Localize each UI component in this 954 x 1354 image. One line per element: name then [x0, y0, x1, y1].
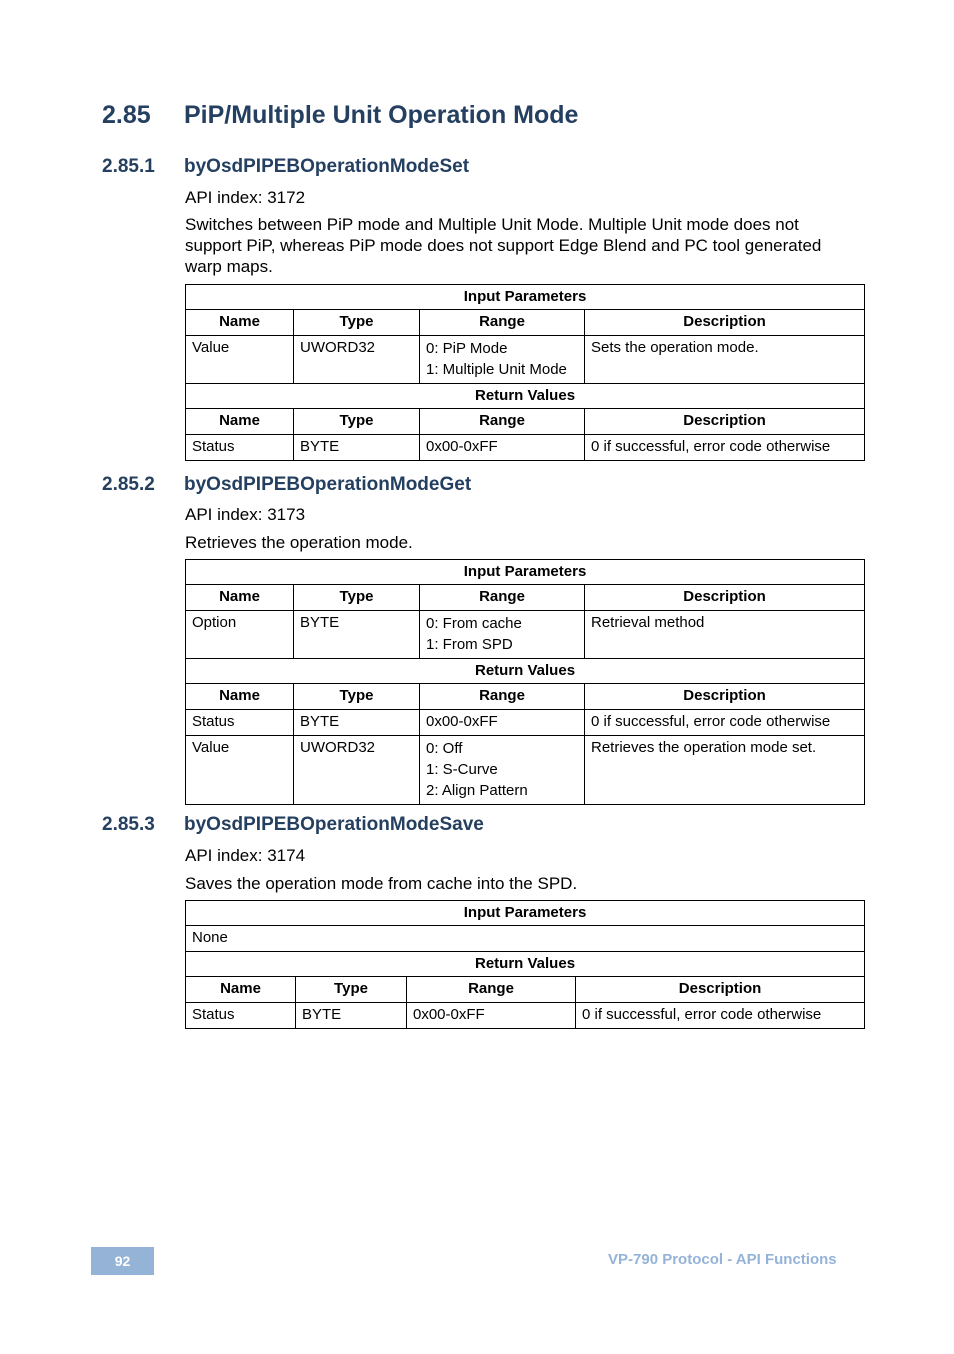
column-header-description: Description	[585, 684, 865, 710]
range-line: 0: From cache	[426, 615, 522, 632]
subsection-title: byOsdPIPEBOperationModeSet	[184, 156, 470, 177]
param-type: UWORD32	[294, 336, 420, 384]
param-name: Option	[186, 611, 294, 659]
page-number: 92	[91, 1247, 154, 1275]
subsection-title: byOsdPIPEBOperationModeSave	[184, 814, 484, 835]
return-type: BYTE	[296, 1003, 407, 1029]
return-type: BYTE	[294, 710, 420, 736]
table-row	[186, 926, 865, 952]
column-header-range: Range	[420, 684, 585, 710]
column-header-description: Description	[585, 409, 865, 435]
input-none: None	[186, 926, 865, 952]
range-line: 1: From SPD	[426, 636, 513, 653]
return-description: 0 if successful, error code otherwise	[576, 1003, 865, 1029]
table-row	[186, 435, 865, 461]
api-index: API index: 3172	[185, 188, 306, 207]
input-parameters-header: Input Parameters	[186, 560, 865, 585]
column-header-name: Name	[186, 409, 294, 435]
subsection-title: byOsdPIPEBOperationModeGet	[184, 474, 472, 495]
return-description: 0 if successful, error code otherwise	[585, 435, 865, 461]
column-header-range: Range	[420, 409, 585, 435]
function-description: Switches between PiP mode and Multiple Unit Mode. Multiple Unit mode does not support PiP, whereas PiP mode does not support Edge Blend and PC tool generated warp maps.	[185, 215, 822, 276]
return-name: Status	[186, 1003, 296, 1029]
column-header-name: Name	[186, 310, 294, 336]
param-range	[420, 611, 585, 659]
api-table-save	[185, 900, 865, 1029]
param-type: BYTE	[294, 611, 420, 659]
column-header-range: Range	[407, 977, 576, 1003]
return-range: 0x00-0xFF	[420, 710, 585, 736]
table-row	[186, 1003, 865, 1029]
input-parameters-header: Input Parameters	[186, 901, 865, 926]
footer-doc-title: VP-790 Protocol - API Functions	[608, 1251, 837, 1268]
function-description: Saves the operation mode from cache into the SPD.	[185, 874, 578, 893]
return-values-header: Return Values	[186, 384, 865, 409]
return-values-header: Return Values	[186, 659, 865, 684]
table-row	[186, 336, 865, 384]
api-table-set	[185, 284, 865, 461]
param-description: Retrieval method	[585, 611, 865, 659]
range-line: 1: Multiple Unit Mode	[426, 361, 567, 378]
subsection-number: 2.85.2	[102, 474, 155, 495]
return-name: Status	[186, 710, 294, 736]
api-table-get	[185, 559, 865, 805]
table-row	[186, 736, 865, 805]
return-type: UWORD32	[294, 736, 420, 805]
subsection-number: 2.85.3	[102, 814, 155, 835]
column-header-name: Name	[186, 977, 296, 1003]
return-range: 0x00-0xFF	[420, 435, 585, 461]
column-header-name: Name	[186, 684, 294, 710]
column-header-type: Type	[296, 977, 407, 1003]
input-parameters-header: Input Parameters	[186, 285, 865, 310]
section-number: 2.85	[102, 101, 151, 129]
table-row	[186, 710, 865, 736]
param-range	[420, 336, 585, 384]
return-description: 0 if successful, error code otherwise	[585, 710, 865, 736]
return-type: BYTE	[294, 435, 420, 461]
column-header-type: Type	[294, 409, 420, 435]
subsection-heading-get	[102, 474, 471, 496]
table-row	[186, 611, 865, 659]
column-header-type: Type	[294, 310, 420, 336]
column-header-description: Description	[585, 310, 865, 336]
return-name: Status	[186, 435, 294, 461]
column-header-name: Name	[186, 585, 294, 611]
range-line: 0: PiP Mode	[426, 340, 508, 357]
return-range: 0x00-0xFF	[407, 1003, 576, 1029]
api-index: API index: 3173	[185, 505, 306, 524]
column-header-type: Type	[294, 684, 420, 710]
return-description: Retrieves the operation mode set.	[585, 736, 865, 805]
column-header-range: Range	[420, 310, 585, 336]
param-description: Sets the operation mode.	[585, 336, 865, 384]
function-description: Retrieves the operation mode.	[185, 533, 413, 552]
return-range	[420, 736, 585, 805]
range-line: 2: Align Pattern	[426, 782, 528, 799]
section-title: PiP/Multiple Unit Operation Mode	[184, 101, 579, 129]
param-name: Value	[186, 336, 294, 384]
return-name: Value	[186, 736, 294, 805]
return-values-header: Return Values	[186, 952, 865, 977]
column-header-description: Description	[576, 977, 865, 1003]
subsection-heading-set	[102, 156, 469, 178]
range-line: 0: Off	[426, 740, 463, 757]
subsection-heading-save	[102, 814, 484, 836]
column-header-range: Range	[420, 585, 585, 611]
api-index: API index: 3174	[185, 846, 306, 865]
subsection-number: 2.85.1	[102, 156, 155, 177]
section-heading	[102, 101, 578, 130]
column-header-type: Type	[294, 585, 420, 611]
range-line: 1: S-Curve	[426, 761, 498, 778]
column-header-description: Description	[585, 585, 865, 611]
